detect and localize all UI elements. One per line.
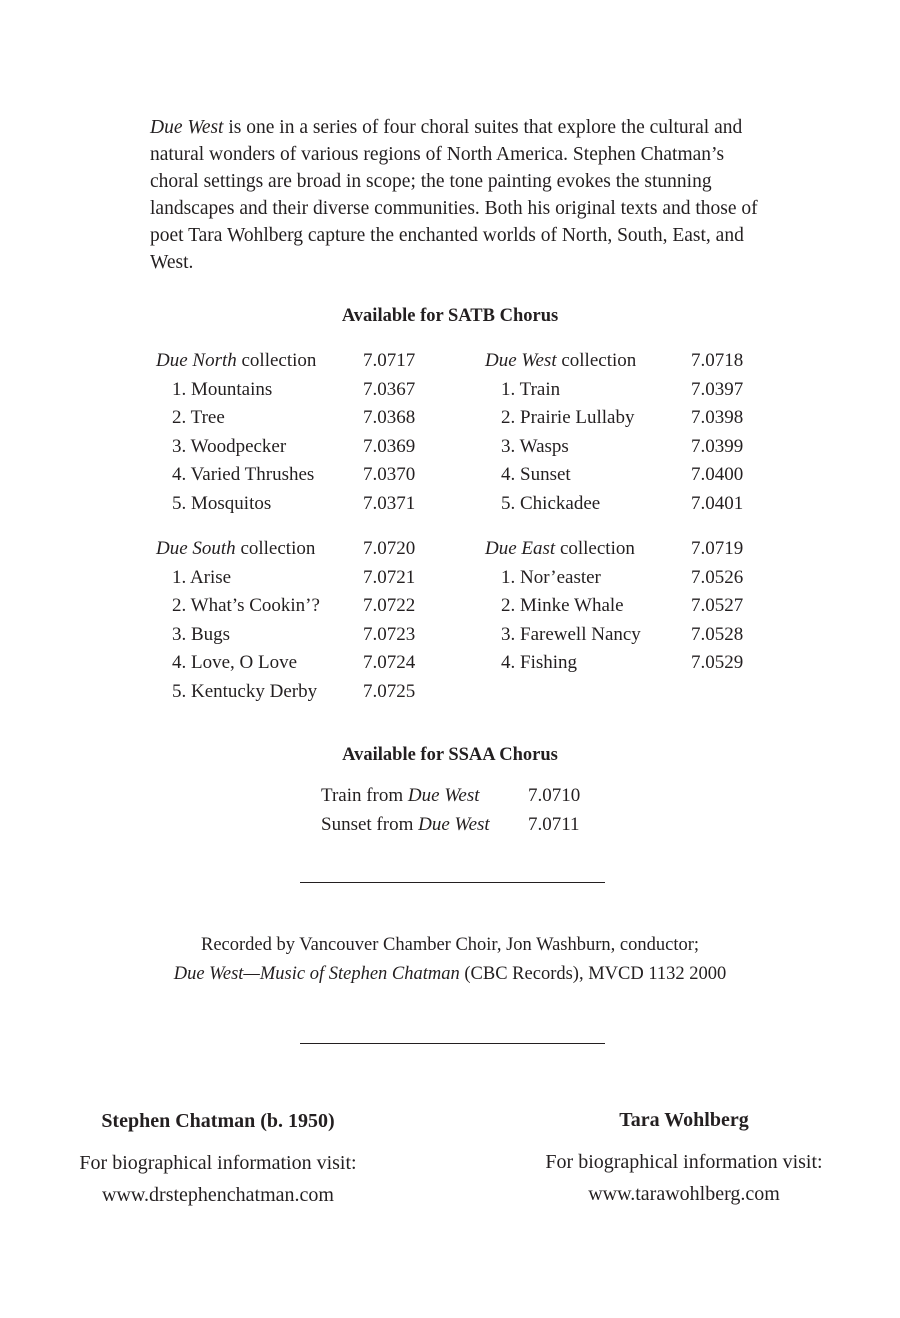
item-name: 4. Fishing	[501, 652, 578, 674]
album-title: Due West—Music of Stephen Chatman	[173, 964, 460, 984]
list-item	[156, 404, 426, 433]
item-name: Sunset from	[321, 813, 419, 835]
divider-rule	[300, 1043, 605, 1044]
intro-title: Due West	[150, 117, 224, 138]
divider-rule	[300, 882, 605, 883]
item-number: 7.0721	[363, 566, 416, 588]
item-number: 7.0367	[363, 378, 416, 400]
collection-number: 7.0720	[363, 538, 416, 559]
composer-bio-label: For biographical information visit:	[79, 1152, 357, 1174]
collection-header	[156, 535, 426, 564]
item-name: 3. Wasps	[501, 435, 569, 457]
list-item	[156, 678, 426, 707]
item-number: 7.0369	[363, 435, 416, 457]
list-item	[156, 433, 426, 462]
item-name: Train from	[321, 785, 408, 806]
recording-line-1: Recorded by Vancouver Chamber Choir, Jon Washburn, conductor;	[200, 935, 700, 955]
item-name: 5. Kentucky Derby	[172, 680, 318, 702]
list-item	[156, 564, 426, 593]
item-name: 1. Nor’easter	[501, 566, 601, 588]
list-item	[156, 649, 426, 678]
intro-text: is one in a series of four choral suites that explore the cultural and natural wonders of various regions of North America. Stephen Chatman’s choral settings are broad in scope; the tone painting evokes the stunning landscapes and their diverse communities. Both his original texts and those of poet Tara Wohlberg capture the enchanted worlds of North, South, East, and West.	[150, 117, 758, 273]
item-source: Due West	[407, 785, 480, 806]
item-name: 2. Tree	[172, 407, 225, 429]
collection-title: Due North	[156, 350, 237, 371]
item-number: 7.0399	[691, 435, 744, 457]
list-item	[156, 461, 426, 490]
list-item	[485, 490, 755, 519]
collection-word: collection	[555, 538, 635, 559]
item-name: 3. Farewell Nancy	[501, 623, 641, 645]
ssaa-heading: Available for SSAA Chorus	[342, 745, 558, 765]
list-item	[156, 592, 426, 621]
list-item	[485, 592, 755, 621]
item-number: 7.0527	[691, 595, 744, 617]
item-name: 3. Woodpecker	[172, 435, 287, 457]
item-number: 7.0710	[528, 785, 581, 806]
list-item	[321, 811, 581, 840]
item-name: 4. Love, O Love	[172, 652, 298, 674]
list-item	[485, 621, 755, 650]
collection-title: Due East	[485, 538, 556, 559]
item-name: 2. What’s Cookin’?	[172, 595, 320, 617]
collection-due-west	[485, 347, 755, 519]
item-number: 7.0370	[363, 464, 416, 486]
item-number: 7.0401	[691, 492, 744, 514]
satb-heading: Available for SATB Chorus	[341, 306, 559, 326]
intro-paragraph	[150, 114, 760, 276]
collection-title: Due West	[485, 350, 557, 371]
item-number: 7.0397	[691, 378, 744, 400]
list-item	[485, 564, 755, 593]
collection-due-east	[485, 535, 755, 678]
poet-bio	[494, 1106, 874, 1210]
item-name: 1. Mountains	[172, 378, 273, 400]
item-number: 7.0368	[363, 407, 416, 429]
list-item	[156, 621, 426, 650]
item-name: 5. Chickadee	[501, 492, 601, 514]
item-name: 5. Mosquitos	[172, 492, 272, 514]
composer-website-link[interactable]: www.drstephenchatman.com	[102, 1184, 334, 1206]
poet-name: Tara Wohlberg	[619, 1109, 749, 1131]
item-number: 7.0723	[363, 623, 416, 645]
composer-bio	[28, 1107, 408, 1211]
collection-word: collection	[556, 350, 637, 371]
item-number: 7.0528	[691, 623, 744, 645]
item-number: 7.0725	[363, 680, 416, 702]
recording-credit	[0, 931, 900, 989]
recording-line-2	[0, 960, 900, 989]
item-name: 3. Bugs	[172, 623, 231, 645]
item-name: 4. Sunset	[501, 464, 571, 486]
item-name: 1. Train	[501, 378, 561, 400]
item-number: 7.0711	[528, 813, 580, 835]
list-item	[156, 376, 426, 405]
list-item	[485, 461, 755, 490]
collection-header	[485, 535, 755, 564]
list-item	[485, 376, 755, 405]
collection-title: Due South	[156, 538, 236, 559]
item-source: Due West	[418, 813, 490, 835]
album-details: (CBC Records), MVCD 1132 2000	[459, 964, 727, 984]
poet-website-link[interactable]: www.tarawohlberg.com	[588, 1183, 780, 1205]
collection-word: collection	[236, 350, 317, 371]
item-number: 7.0371	[363, 492, 416, 514]
collection-due-north	[156, 347, 426, 519]
ssaa-list	[321, 782, 581, 839]
item-name: 2. Prairie Lullaby	[501, 407, 635, 429]
item-number: 7.0526	[691, 566, 744, 588]
poet-bio-label: For biographical information visit:	[545, 1151, 823, 1173]
list-item	[485, 433, 755, 462]
item-number: 7.0722	[363, 595, 416, 617]
list-item	[485, 649, 755, 678]
item-name: 2. Minke Whale	[501, 595, 624, 617]
collection-header	[156, 347, 426, 376]
item-number: 7.0724	[363, 652, 416, 674]
list-item	[485, 404, 755, 433]
item-number: 7.0529	[691, 652, 744, 674]
collection-due-south	[156, 535, 426, 707]
item-number: 7.0400	[691, 464, 744, 486]
collection-number: 7.0717	[363, 350, 416, 371]
item-name: 1. Arise	[172, 566, 232, 588]
collection-number: 7.0719	[691, 538, 744, 559]
collection-word: collection	[235, 538, 316, 559]
composer-name: Stephen Chatman (b. 1950)	[101, 1110, 335, 1132]
item-number: 7.0398	[691, 407, 744, 429]
list-item	[321, 782, 581, 811]
collection-header	[485, 347, 755, 376]
collection-number: 7.0718	[691, 350, 744, 371]
item-name: 4. Varied Thrushes	[172, 464, 315, 486]
list-item	[156, 490, 426, 519]
